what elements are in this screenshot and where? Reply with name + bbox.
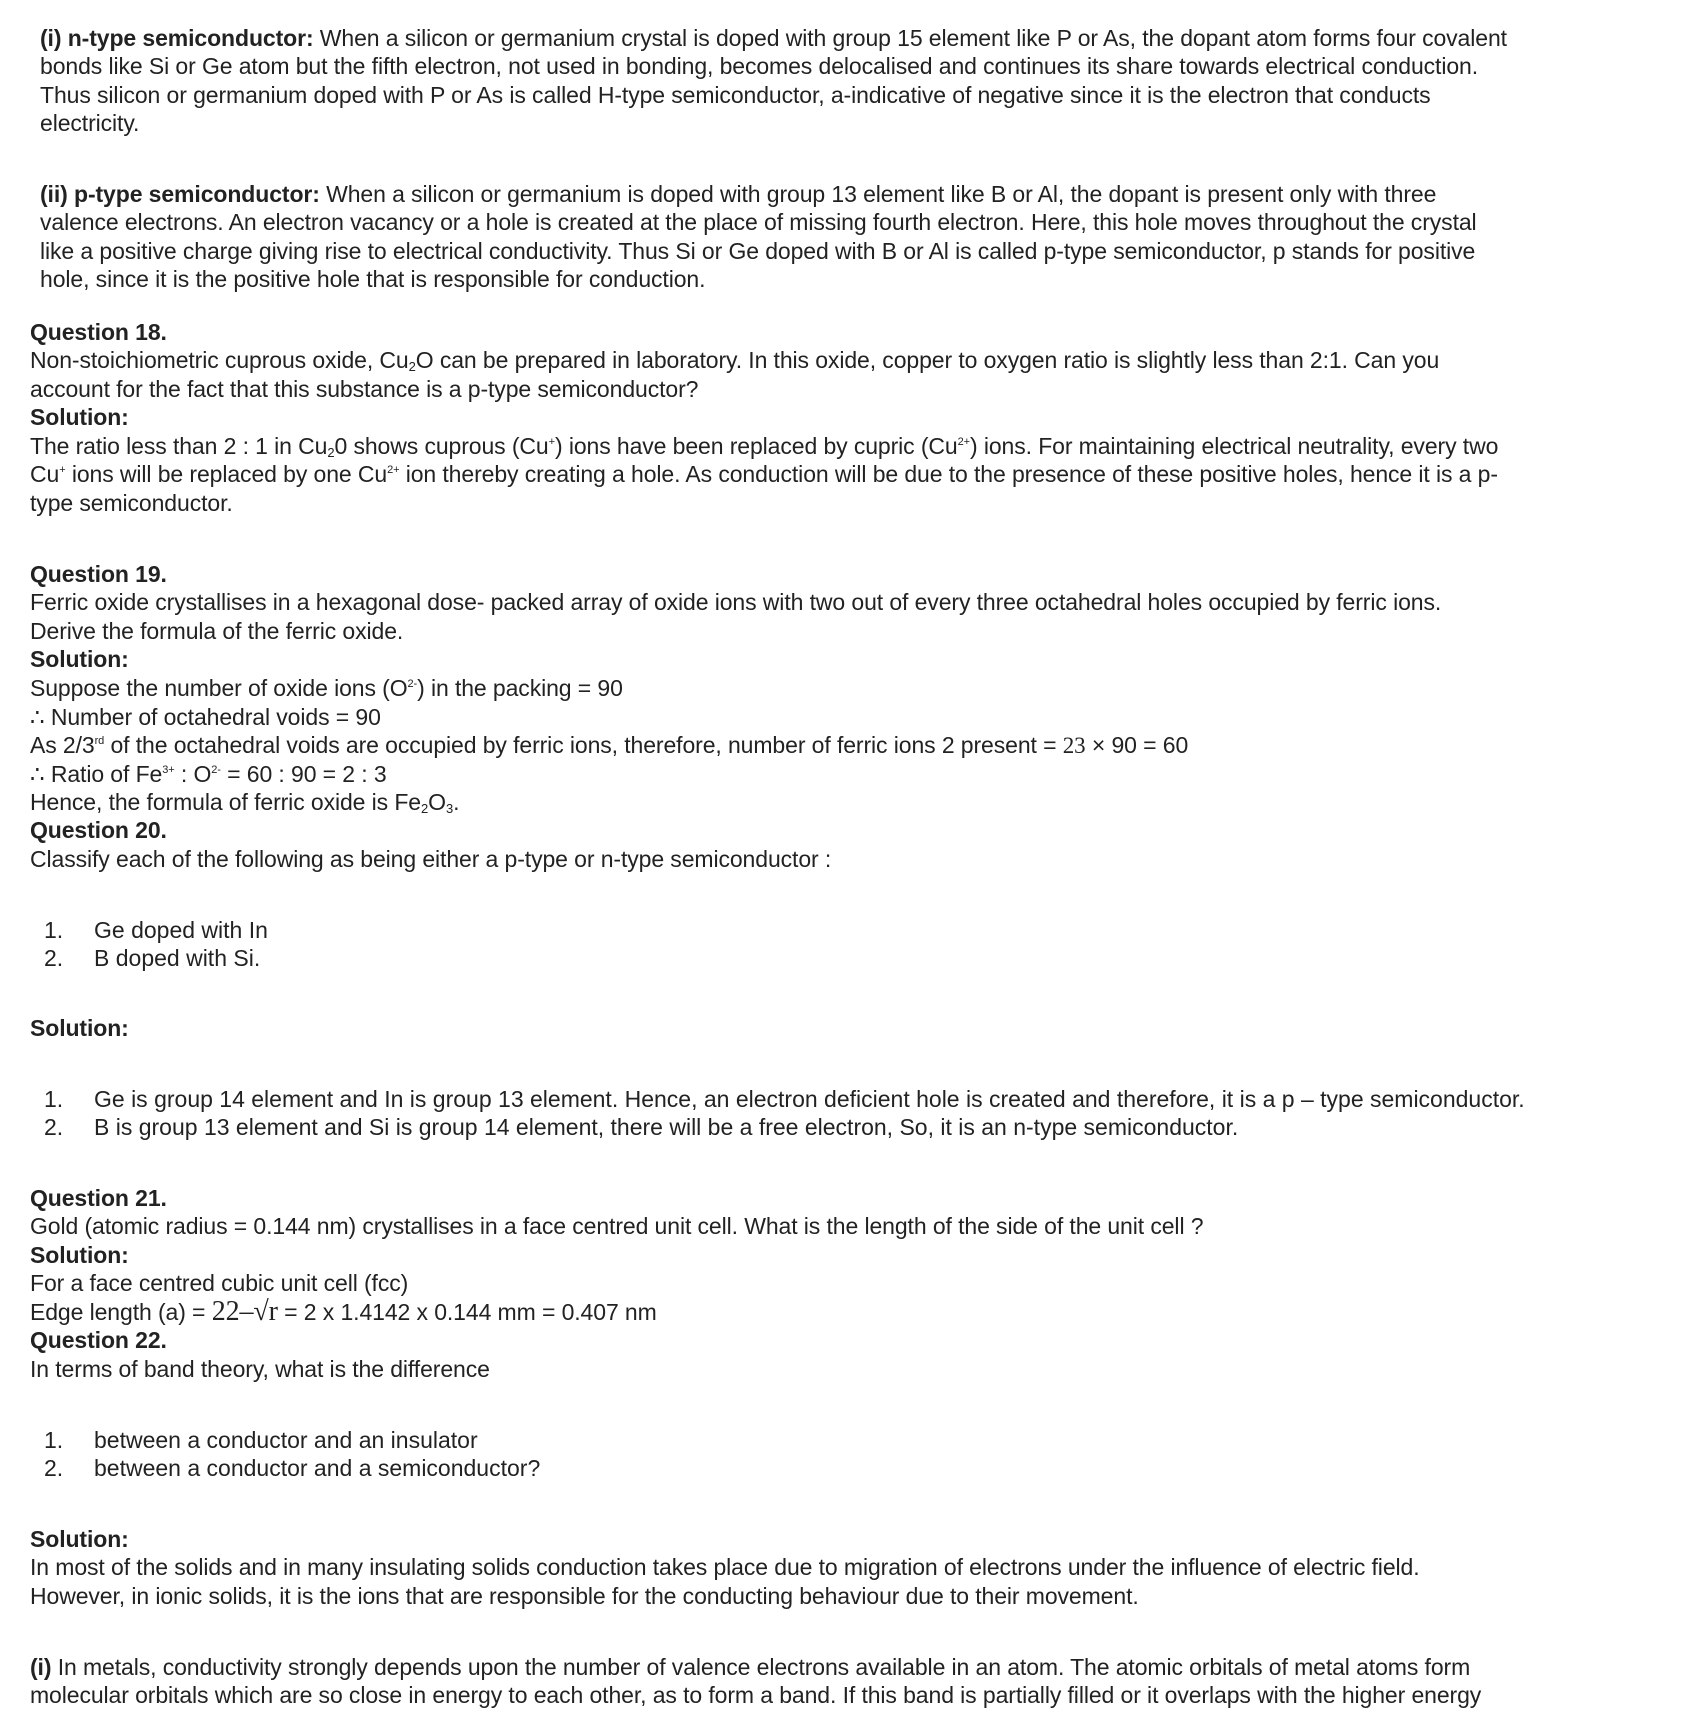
text: ions will be replaced by one Cu [65,461,388,487]
superscript: 2- [407,678,418,690]
text: ∴ Ratio of Fe [30,761,163,787]
superscript: 2+ [387,464,400,476]
q19-solution-label: Solution: [30,646,129,672]
text: of the octahedral voids are occupied by ferric ions, therefore, number of ferric ions 2 present = [104,732,1063,758]
q18-solution-line-3: type semiconductor. [30,490,233,516]
q19-question-line-1: Ferric oxide crystallises in a hexagonal dose- packed array of oxide ions with two out of every three octahedral holes occupied by ferric ions. [30,589,1442,615]
q20-answer: B is group 13 element and Si is group 14 element, there will be a free electron, So, it is an n-type semiconductor. [94,1114,1239,1140]
q21-solution-label: Solution: [30,1242,129,1268]
q21-solution-line-1: For a face centred cubic unit cell (fcc) [30,1270,409,1296]
text: ion thereby creating a hole. As conduction will be due to the presence of these positive holes, hence it is a p- [399,461,1498,487]
text: As 2/3 [30,732,95,758]
text: = 2 x 1.4142 x 0.144 mm = 0.407 nm [277,1299,657,1325]
superscript: + [59,464,66,476]
q20-item-number: 1. [44,917,64,943]
text: ) in the packing = 90 [417,675,623,701]
q22-part-i-line-2: molecular orbitals which are so close in energy to each other, as to form a band. If this band is partially filled or it overlaps with the higher energy [30,1682,1482,1708]
text: Cu [30,461,60,487]
q19-solution-line-3 [30,731,1188,760]
q19-question-line-2: Derive the formula of the ferric oxide. [30,618,404,644]
q20-item: B doped with Si. [94,945,261,971]
ntype-line-4: electricity. [40,110,140,136]
superscript: 2- [211,764,221,776]
q21-title: Question 21. [30,1185,167,1211]
ptype-text: When a silicon or germanium is doped with group 13 element like B or Al, the dopant is present only with three [319,181,1437,207]
ptype-heading: (ii) p-type semiconductor: [40,181,320,207]
subscript: 2 [327,445,335,460]
q18-solution-line-2 [30,460,1498,488]
q18-solution-line-1 [30,432,1498,460]
text: ) ions. For maintaining electrical neutrality, every two [969,433,1499,459]
formula: 22–√r [211,1296,278,1327]
q20-title: Question 20. [30,817,167,843]
ptype-line-1 [40,180,1436,208]
superscript: + [548,436,555,448]
text: 0 shows cuprous (Cu [334,433,549,459]
q20-answer-number: 2. [44,1114,64,1140]
q20-question-line: Classify each of the following as being either a p-type or n-type semiconductor : [30,846,832,872]
text: O [428,789,446,815]
text: Hence, the formula of ferric oxide is Fe [30,789,421,815]
ptype-line-4: hole, since it is the positive hole that is responsible for conduction. [40,266,706,292]
part-heading: (i) [30,1654,52,1680]
q22-solution-line-2: However, in ionic solids, it is the ions that are responsible for the conducting behaviour due to their movement. [30,1583,1139,1609]
q19-solution-line-5 [30,788,459,816]
superscript: rd [94,735,105,747]
text: Suppose the number of oxide ions (O [30,675,408,701]
text: . [453,789,460,815]
q18-question-line-1 [30,346,1439,374]
superscript: 2+ [957,436,970,448]
q20-solution-label: Solution: [30,1015,129,1041]
q22-solution-line-1: In most of the solids and in many insulating solids conduction takes place due to migration of electrons under the influence of electric field. [30,1554,1420,1580]
text: ) ions have been replaced by cupric (Cu [554,433,958,459]
q22-question-line: In terms of band theory, what is the difference [30,1356,490,1382]
q22-title: Question 22. [30,1327,167,1353]
q22-item: between a conductor and a semiconductor? [94,1455,541,1481]
subscript: 2 [421,801,429,816]
text: Non-stoichiometric cuprous oxide, Cu [30,347,409,373]
q19-solution-line-4 [30,760,387,788]
q20-answer: Ge is group 14 element and In is group 13 element. Hence, an electron deficient hole is created and therefore, it is a p – type semiconductor. [94,1086,1525,1112]
text: = 60 : 90 = 2 : 3 [220,761,387,787]
superscript: 3+ [162,764,175,776]
q22-part-i-line-1 [30,1653,1470,1681]
text: Edge length (a) = [30,1299,212,1325]
ptype-line-2: valence electrons. An electron vacancy or a hole is created at the place of missing fourth electron. Here, this hole moves throughout the crystal [40,209,1477,235]
text: × 90 = 60 [1085,732,1189,758]
q18-question-line-2: account for the fact that this substance is a p-type semiconductor? [30,376,699,402]
text: The ratio less than 2 : 1 in Cu [30,433,328,459]
q19-solution-line-2: ∴ Number of octahedral voids = 90 [30,704,381,730]
q22-item-number: 1. [44,1427,64,1453]
q22-solution-label: Solution: [30,1526,129,1552]
q18-title: Question 18. [30,319,167,345]
q20-answer-number: 1. [44,1086,64,1112]
text: In metals, conductivity strongly depends upon the number of valence electrons available in an atom. The atomic orbitals of metal atoms form [51,1654,1471,1680]
q19-solution-line-1 [30,674,623,702]
q19-title: Question 19. [30,561,167,587]
text: O can be prepared in laboratory. In this oxide, copper to oxygen ratio is slightly less than 2:1. Can you [415,347,1440,373]
subscript: 3 [445,801,454,816]
ntype-line-1 [40,24,1507,52]
ntype-text: When a silicon or germanium crystal is doped with group 15 element like P or As, the dopant atom forms four covalent [313,25,1507,51]
q21-solution-line-2 [30,1298,657,1326]
q21-question-line: Gold (atomic radius = 0.144 nm) crystallises in a face centred unit cell. What is the length of the side of the unit cell ? [30,1213,1204,1239]
q18-solution-label: Solution: [30,404,129,430]
ntype-line-2: bonds like Si or Ge atom but the fifth electron, not used in bonding, becomes delocalised and continues its share towards electrical conduction. [40,53,1479,79]
subscript: 2 [408,359,416,374]
q20-item: Ge doped with In [94,917,268,943]
ntype-line-3: Thus silicon or germanium doped with P or As is called H-type semiconductor, a-indicative of negative since it is the electron that conducts [40,82,1431,108]
ntype-heading: (i) n-type semiconductor: [40,25,314,51]
q22-item-number: 2. [44,1455,64,1481]
q20-item-number: 2. [44,945,64,971]
ptype-line-3: like a positive charge giving rise to electrical conductivity. Thus Si or Ge doped with B or Al is called p-type semiconductor, p stands for positive [40,238,1476,264]
fraction: 23 [1062,733,1086,758]
q22-item: between a conductor and an insulator [94,1427,478,1453]
text: : O [174,761,212,787]
